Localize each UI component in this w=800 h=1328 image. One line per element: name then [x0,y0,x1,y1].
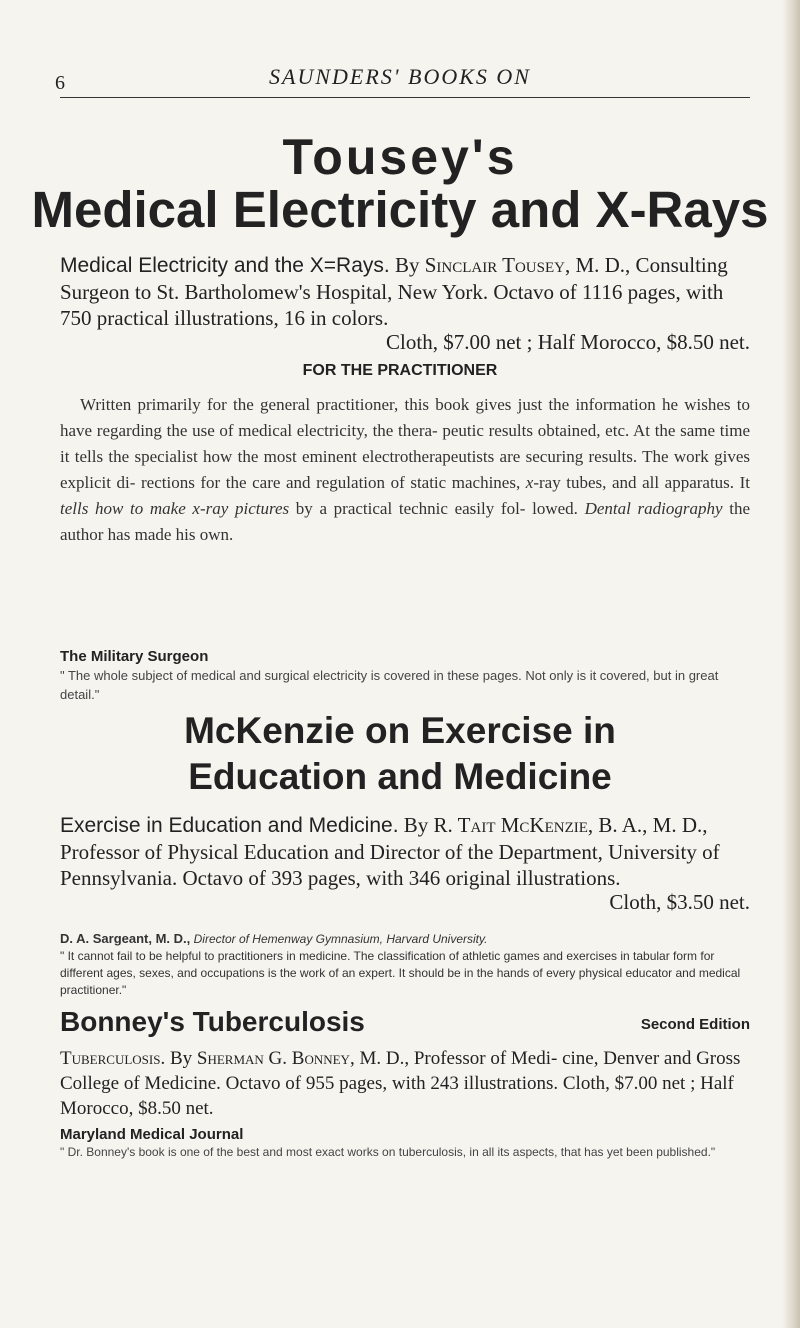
tousey-section-heading: FOR THE PRACTITIONER [302,362,498,379]
mckenzie-desc-by: By [403,813,429,837]
bonney-desc-rest: , M. D., Professor of Medi- cine, Denver and Gross College of Medicine. Octavo of 955 pages, with 243 illustrations. Cloth, $7.00 net ; Half Morocco, $8.50 net. [60,1048,741,1119]
tousey-author: Sinclair Tousey [424,253,565,277]
bonney-desc-by: By [169,1048,193,1069]
tousey-review-quote: " The whole subject of medical and surgical electricity is covered in these pages. Not only is it covered, but in great detail." [60,668,719,702]
tousey-body [60,392,750,548]
mckenzie-author: R. Tait McKenzie [433,813,588,837]
mckenzie-review [60,930,760,999]
tousey-desc-lead: Medical Electricity and the X=Rays. [60,254,390,277]
tousey-body-xray: x [525,473,534,492]
tousey-desc-by: By [394,253,420,277]
tousey-body-part-4: the author has made his own. [60,499,750,544]
tousey-description [60,252,750,331]
bonney-desc-lead: Tuberculosis. [60,1048,166,1069]
header-rule [60,97,750,98]
tousey-desc-rest: , M. D., Consulting Surgeon to St. Bartholomew's Hospital, New York. Octavo of 1116 pages, with 750 practical illustrations, 16 in colors. [60,253,728,330]
mckenzie-review-quote: " It cannot fail to be helpful to practitioners in medicine. The classification of athletic games and exercises in tabular form for different ages, sexes, and occupations is the work of an expert. It should be in the hands of every physical educator and medical practitioner." [60,949,741,997]
tousey-body-italic-2: Dental radiography [584,499,723,518]
mckenzie-description [60,812,750,891]
mckenzie-reviewer-title: Director of Hemenway Gymnasium, Harvard University. [193,932,488,946]
bonney-edition: Second Edition [640,1016,750,1033]
page-header [0,60,800,100]
mckenzie-desc-lead: Exercise in Education and Medicine. [60,814,399,837]
mckenzie-reviewer: D. A. Sargeant, M. D., [60,931,191,946]
tousey-body-part-3: by a practical technic easily fol- lowed. [295,499,578,518]
bonney-description [60,1046,750,1121]
tousey-body-italic: tells how to make x-ray pictures [60,499,290,518]
mckenzie-title-line-1: McKenzie on Exercise in [184,710,616,751]
running-title: SAUNDERS' BOOKS ON [269,64,531,89]
tousey-review-source: The Military Surgeon [60,648,209,665]
tousey-title: Tousey's [282,129,518,185]
bonney-title: Bonney's Tuberculosis [60,1006,365,1037]
tousey-body-part-1: Written primarily for the general practitioner, this book gives just the information he wishes to have regarding the use of medical electricity, the thera- peutic results obtained, etc. At the same time it tells the specialist how the most eminent electrotherapeutists are securing results. The work gives explicit di- rections for the care and regulation of static machines, [60,395,750,492]
tousey-subtitle: Medical Electricity and X-Rays [31,181,769,238]
tousey-body-part-2: -ray tubes, and all apparatus. It [533,473,750,492]
bonney-author: Sherman G. Bonney [196,1048,350,1069]
bonney-review-quote: " Dr. Bonney's book is one of the best and most exact works on tuberculosis, in all its aspects, that has yet been published." [60,1145,716,1159]
mckenzie-title-line-2: Education and Medicine [188,756,612,797]
page-number: 6 [55,72,65,94]
bonney-review-source: Maryland Medical Journal [60,1126,244,1143]
tousey-price: Cloth, $7.00 net ; Half Morocco, $8.50 net. [386,330,750,354]
mckenzie-price: Cloth, $3.50 net. [609,890,750,914]
mckenzie-desc-rest: , B. A., M. D., Professor of Physical Education and Director of the Department, University of Pennsylvania. Octavo of 393 pages, with 346 original illustrations. [60,813,720,890]
